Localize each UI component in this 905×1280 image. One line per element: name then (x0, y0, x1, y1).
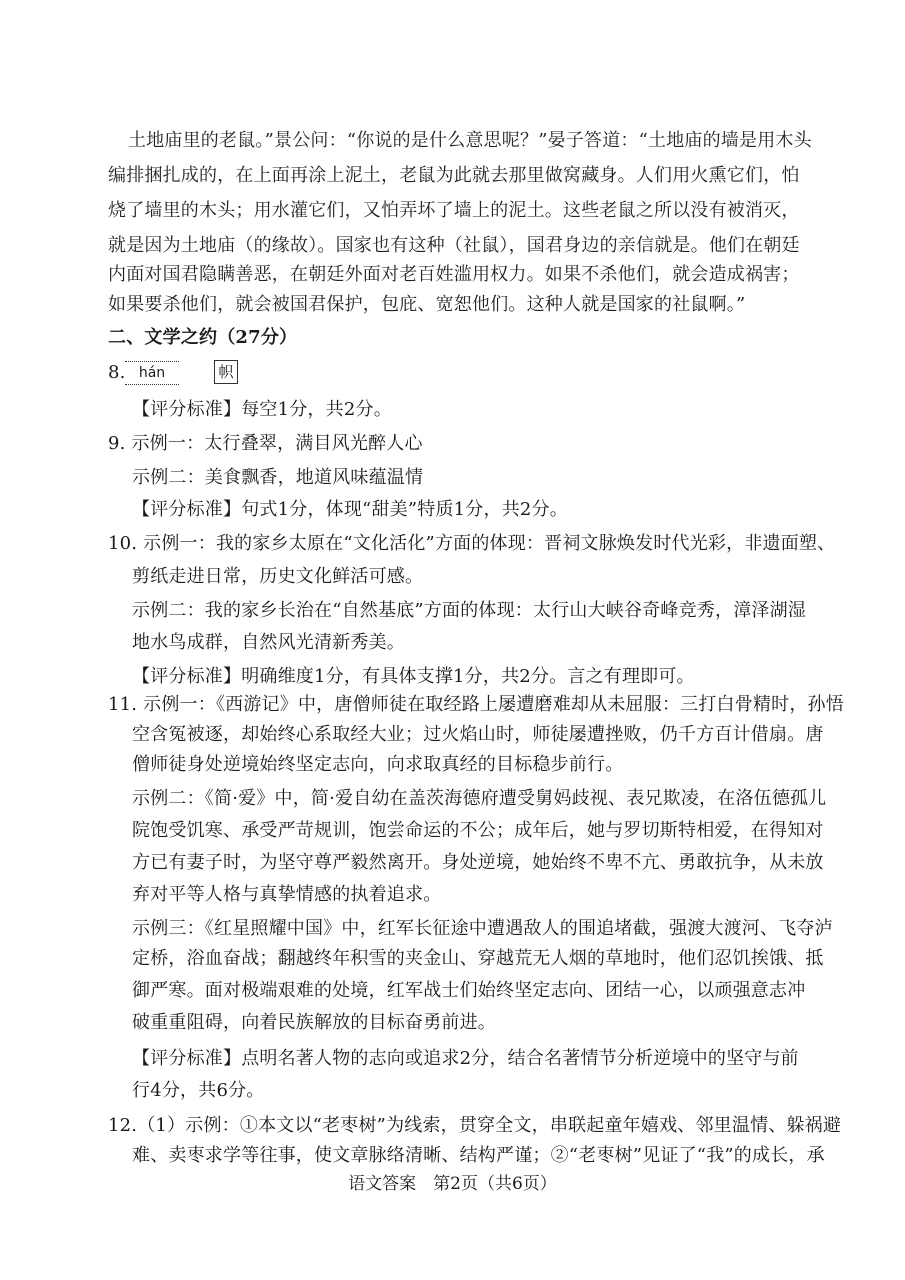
character-answer: 帜 (214, 360, 238, 384)
question-number: 8. (108, 362, 126, 383)
answer-line: 10. 示例一：我的家乡太原在“文化活化”方面的体现：晋祠文脉焕发时代光彩，非遗面塑、 (108, 533, 836, 554)
answer-line: 御严寒。面对极端艰难的处境，红军战士们始终坚定志向、团结一心，以顽强意志冲 (132, 980, 806, 1001)
answer-line: 示例二：《简·爱》中，简·爱自幼在盖茨海德府遭受舅妈歧视、表兄欺凌，在洛伍德孤儿 (132, 788, 827, 809)
answer-line: 空含冤被逐，却始终心系取经大业；过火焰山时，师徒屡遭挫败，仍千方百计借扇。唐 (132, 724, 824, 745)
answer-line: 示例二：我的家乡长治在“自然基底”方面的体现：太行山大峡谷奇峰竞秀，漳泽湖湿 (132, 600, 807, 621)
answer-line: 院饱受饥寒、承受严苛规训，饱尝命运的不公；成年后，她与罗切斯特相爱，在得知对 (132, 820, 824, 841)
page-footer: 语文答案 第2页（共6页） (348, 1174, 557, 1194)
answer-line: 地水鸟成群，自然风光清新秀美。 (132, 632, 405, 653)
answer-line: 剪纸走进日常，历史文化鲜活可感。 (132, 566, 424, 587)
passage-line: 土地庙里的老鼠。”景公问：“你说的是什么意思呢？”晏子答道：“土地庙的墙是用木头 (128, 130, 812, 151)
answer-line: 9. 示例一：太行叠翠，满目风光醉人心 (108, 433, 423, 454)
answer-line: 示例二：美食飘香，地道风味蕴温情 (132, 467, 424, 488)
answer-line: 难、卖枣求学等往事，使文章脉络清晰、结构严谨；②“老枣树”见证了“我”的成长，承 (132, 1145, 825, 1166)
answer-line: 方已有妻子时，为坚守尊严毅然离开。身处逆境，她始终不卑不亢、勇敢抗争，从未放 (132, 852, 824, 873)
passage-line: 内面对国君隐瞒善恶，在朝廷外面对老百姓滥用权力。如果不杀他们，就会造成祸害； (108, 264, 800, 285)
answer-line: 示例三：《红星照耀中国》中，红军长征途中遭遇敌人的围追堵截，强渡大渡河、飞夺泸 (132, 918, 833, 939)
answer-line: 11. 示例一：《西游记》中，唐僧师徒在取经路上屡遭磨难却从未屈服：三打白骨精时，孙悟 (108, 694, 844, 715)
passage-line: 就是因为土地庙（的缘故）。国家也有这种（社鼠），国君身边的亲信就是。他们在朝廷 (108, 235, 800, 256)
pinyin-answer: hán (125, 361, 179, 385)
answer-line: 僧师徒身处逆境始终坚定志向，向求取真经的目标稳步前行。 (132, 754, 624, 775)
scoring-standard: 【评分标准】句式1分，体现“甜美”特质1分，共2分。 (132, 499, 568, 520)
answer-line: 定桥，浴血奋战；翻越终年积雪的夹金山、穿越荒无人烟的草地时，他们忍饥挨饿、抵 (132, 948, 824, 969)
passage-line: 如果要杀他们，就会被国君保护，包庇、宽恕他们。这种人就是国家的社鼠啊。” (108, 294, 746, 315)
passage-line: 烧了墙里的木头；用水灌它们，又怕弄坏了墙上的泥土。这些老鼠之所以没有被消灭， (108, 200, 800, 221)
answer-line: 弃对平等人格与真挚情感的执着追求。 (132, 884, 442, 905)
answer-line: 破重重阻碍，向着民族解放的目标奋勇前进。 (132, 1012, 496, 1033)
scoring-standard: 行4分，共6分。 (132, 1080, 265, 1101)
passage-line: 编排捆扎成的，在上面再涂上泥土，老鼠为此就去那里做窝藏身。人们用火熏它们，怕 (108, 165, 800, 186)
section-heading: 二、文学之约（27分） (108, 327, 298, 348)
answer-line: 12.（1）示例：①本文以“老枣树”为线索，贯穿全文，串联起童年嬉戏、邻里温情、躲祸避 (108, 1115, 842, 1136)
scoring-standard: 【评分标准】每空1分，共2分。 (132, 399, 392, 420)
scoring-standard: 【评分标准】明确维度1分，有具体支撑1分，共2分。言之有理即可。 (132, 666, 695, 687)
scoring-standard: 【评分标准】点明名著人物的志向或追求2分，结合名著情节分析逆境中的坚守与前 (132, 1048, 799, 1069)
